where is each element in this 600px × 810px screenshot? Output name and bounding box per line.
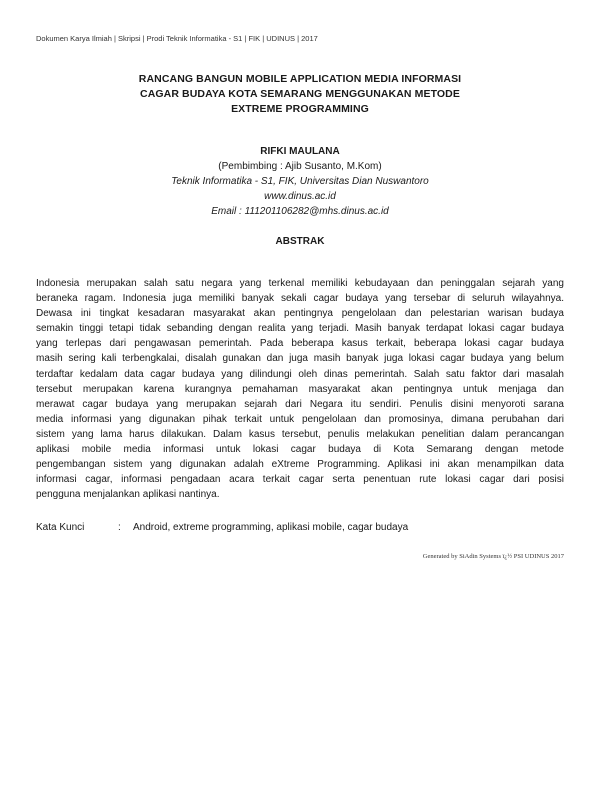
author-block — [0, 144, 600, 219]
title-line: RANCANG BANGUN MOBILE APPLICATION MEDIA INFORMASI — [138, 73, 462, 85]
abstract-line: tersebut merupakan karena kurangnya pemahaman masyarakat akan pentingnya untuk menjaga dan — [36, 383, 564, 395]
title-line: CAGAR BUDAYA KOTA SEMARANG MENGGUNAKAN METODE — [140, 88, 460, 100]
running-header: Dokumen Karya Ilmiah | Skripsi | Prodi Teknik Informatika - S1 | FIK | UDINUS | 2017 — [36, 34, 318, 43]
abstract-line: Indonesia merupakan salah satu negara yang terkenal memiliki kebudayaan dan peninggalan sejarah yang — [36, 278, 564, 289]
abstract-line: sistem yang lama harus dilakukan. Dalam kasus tersebut, penulis melakukan penelitian dalam perancangan — [36, 428, 564, 440]
title-line: EXTREME PROGRAMMING — [231, 103, 369, 115]
abstract-line: media informasi yang digunakan pihak terkait untuk pengelolaan dan promosinya, dimana perubahan dari — [36, 413, 564, 425]
website-link[interactable]: www.dinus.ac.id — [264, 191, 336, 202]
affiliation: Teknik Informatika - S1, FIK, Universitas Dian Nuswantoro — [171, 176, 429, 187]
abstract-line: yang terlepas dari pengawasan pemerintah. Pada beberapa kasus terkait, beberapa lokasi cagar budaya — [36, 338, 564, 350]
abstract-line: beraneka ragam. Indonesia juga memiliki banyak sekali cagar budaya yang tersebar di seluruh wilayahnya. — [36, 293, 564, 305]
abstract-line: masih sering kali terbengkalai, disalah gunakan dan juga masih banyak juga lokasi cagar budaya yang belum — [36, 353, 564, 365]
abstract-line: semakin tinggi tetapi tidak sebanding dengan realita yang terjadi. Masih banyak terdapat lokasi cagar budaya — [36, 323, 564, 335]
abstract-line: aplikasi mobile media informasi untuk lokasi cagar budaya di Kota Semarang dengan metode — [36, 444, 564, 456]
author-name: RIFKI MAULANA — [260, 146, 340, 157]
keywords-value: Android, extreme programming, aplikasi mobile, cagar budaya — [133, 522, 409, 533]
abstract-line: informasi cagar, informasi pengadaan acara terkait cagar serta penentuan rute lokasi cagar dari posisi — [36, 474, 564, 486]
abstract-line: terdaftar kedalam data cagar budaya yang dilindungi oleh dinas pemerintah. Salah satu faktor dari masalah — [36, 368, 564, 380]
keywords-row — [36, 522, 564, 533]
keywords-label: Kata Kunci — [36, 522, 85, 533]
abstract-line: pengembangan sistem yang digunakan adalah eXtreme Programming. Aplikasi ini akan menampilkan data — [36, 459, 564, 471]
paper-title — [0, 72, 600, 117]
abstract-line: Dewasa ini tingkat kesadaran masyarakat akan pentingnya pengelolaan dan pelestarian warisan budaya — [36, 308, 564, 320]
supervisor: (Pembimbing : Ajib Susanto, M.Kom) — [218, 161, 382, 172]
email-link[interactable]: Email : 111201106282@mhs.dinus.ac.id — [211, 206, 389, 217]
abstract-line: pengguna menjalankan aplikasi nantinya. — [36, 489, 220, 501]
abstract-body — [36, 276, 564, 502]
generated-by-footer: Generated by SiAdin Systems ï¿½ PSI UDINUS 2017 — [422, 553, 564, 560]
abstract-heading: ABSTRAK — [275, 236, 325, 247]
abstract-line: merawat cagar budaya yang merupakan sejarah dari Negara itu sendiri. Penulis disini menyoroti sarana — [36, 398, 564, 410]
keywords-separator: : — [118, 522, 121, 533]
